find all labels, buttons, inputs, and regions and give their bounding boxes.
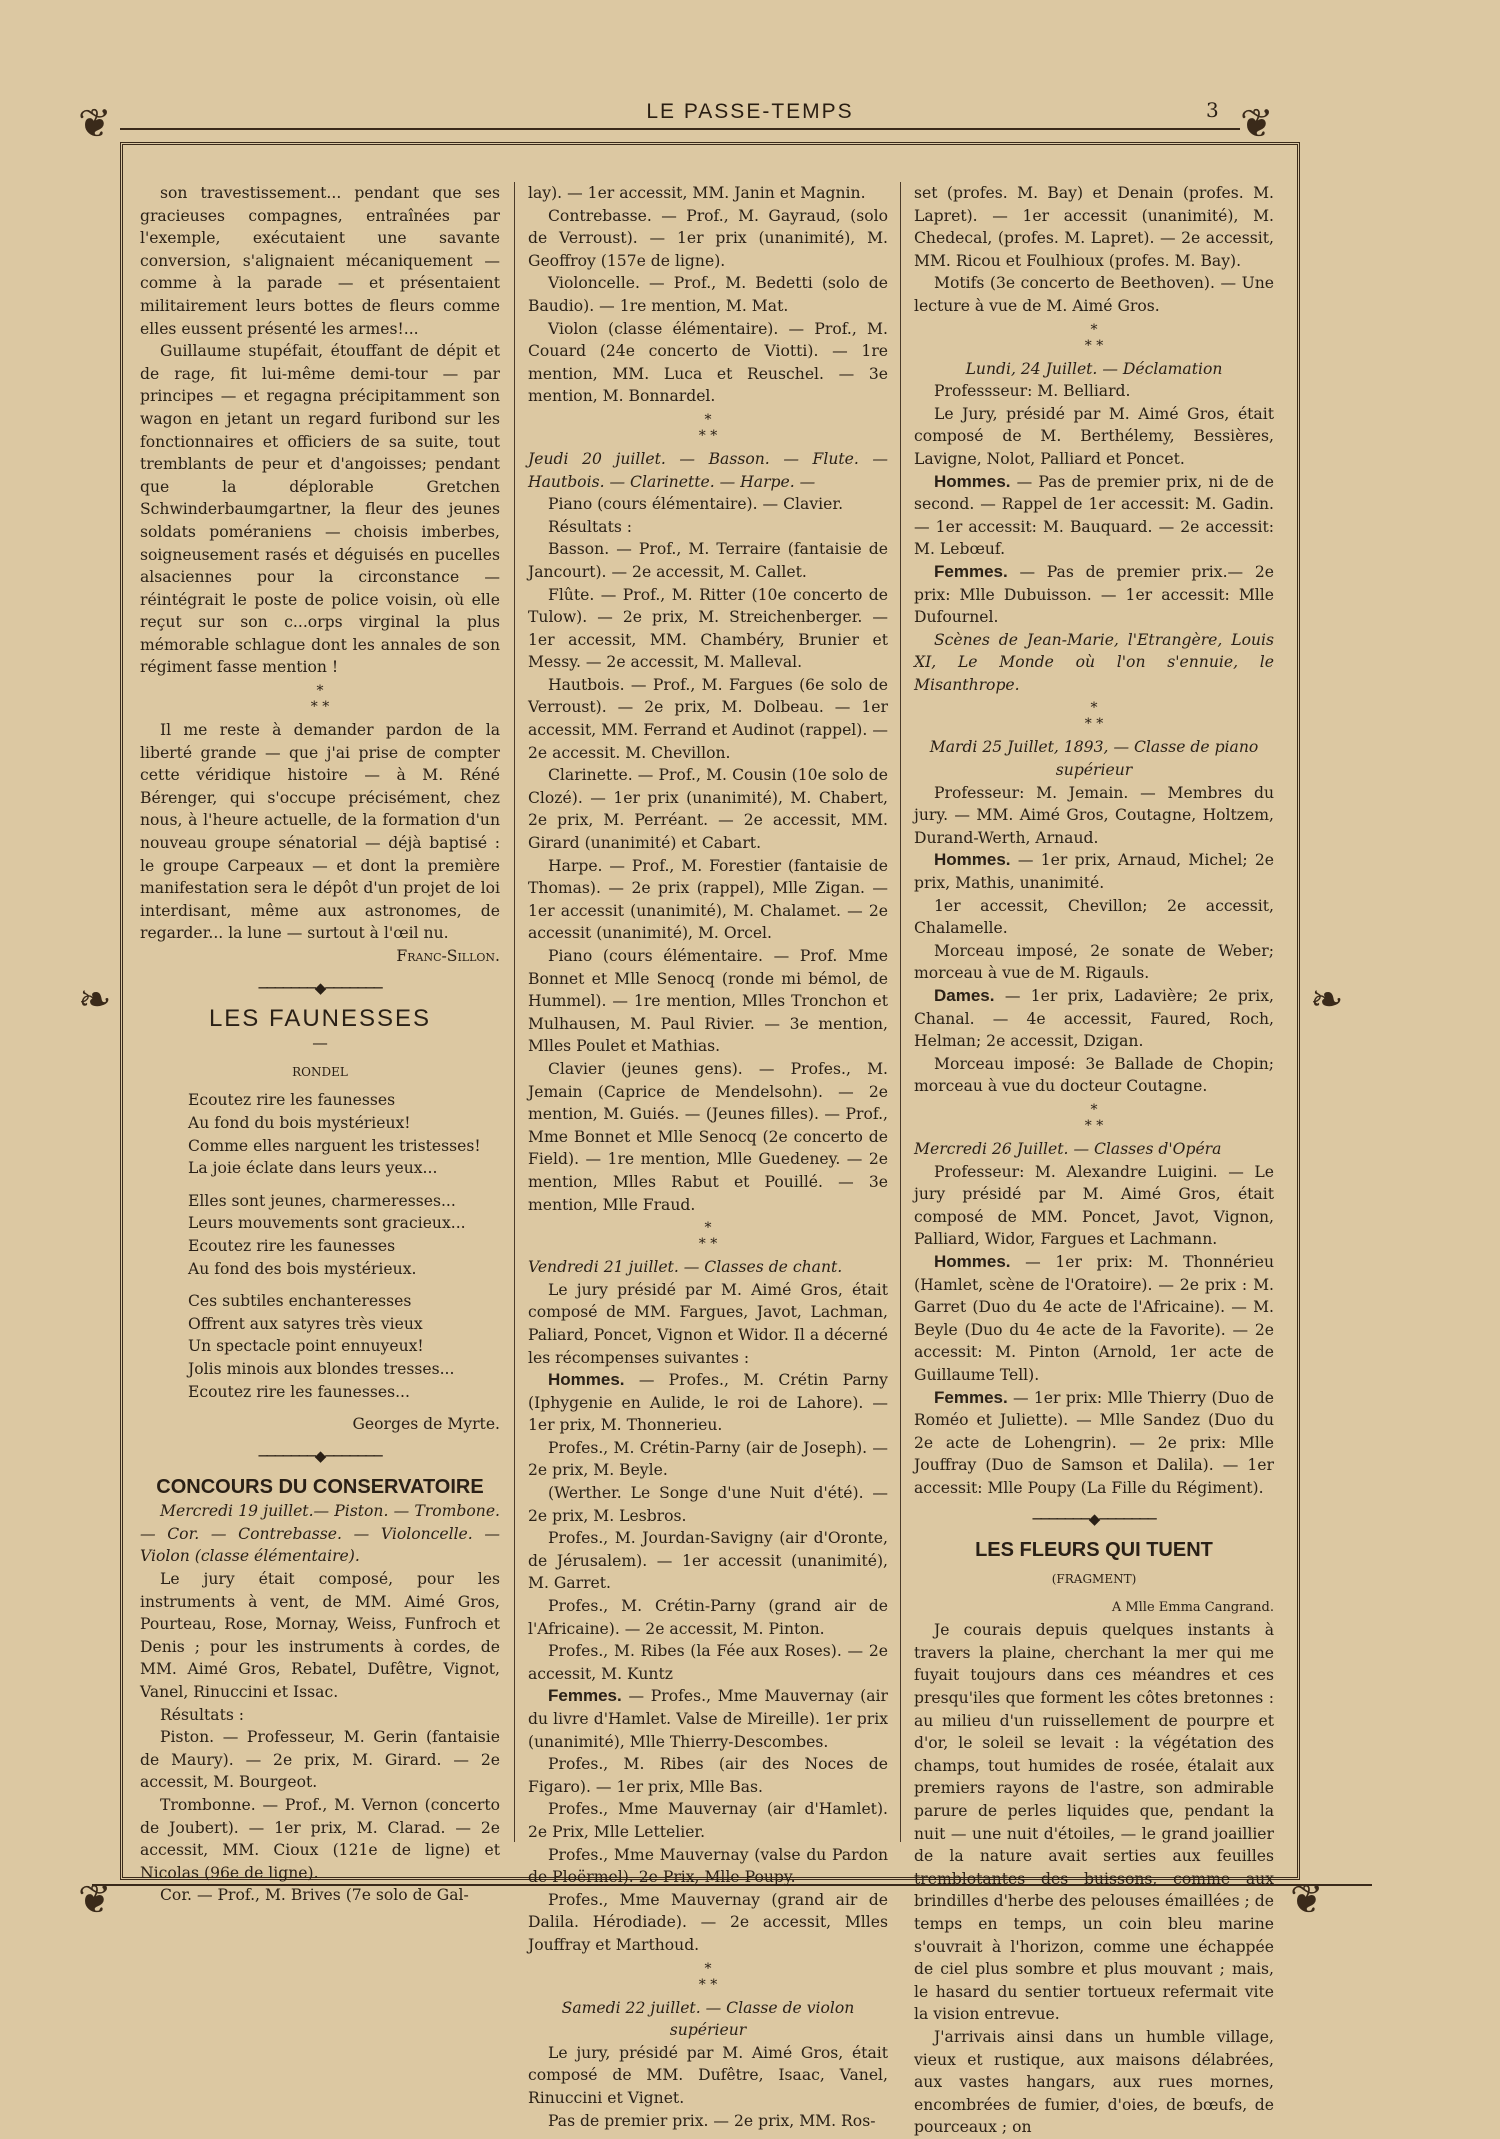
paragraph: Le jury était composé, pour les instruments à vent, de MM. Aimé Gros, Pourteau, Rose, Mornay, Weiss, Funfroch et Denis ; pour les instruments à cordes, de MM. Aimé Gros, Rebatel, Dufêtre, Vignot, Vanel, Rinuccini et Issac.: [140, 1570, 500, 1702]
paragraph: Profes., Mme Mauvernay (air d'Hamlet). 2e Prix, Mlle Lettelier.: [528, 1800, 888, 1841]
paragraph: Cor. — Prof., M. Brives (7e solo de Gal-: [160, 1886, 469, 1905]
stanza: [188, 1290, 500, 1403]
paragraph: set (profes. M. Bay) et Denain (profes. M. Lapret). — 1er accessit (unanimité), M. Chedecal, (profes. M. Lapret). — 2e accessit, MM. Ricou et Foulhioux (profes. M. Bay).: [914, 184, 1274, 270]
paragraph: lay). — 1er accessit, MM. Janin et Magnin.: [528, 184, 866, 202]
paragraph: 1er accessit, Chevillon; 2e accessit, Chalamelle.: [914, 896, 1274, 938]
asterism-icon: * * *: [1084, 321, 1104, 354]
poem: [188, 1089, 500, 1403]
paragraph-text: — 1er prix: M. Thonnérieu (Hamlet, scène de l'Oratoire). — 2e prix : M. Garret (Duo du 4e acte de l'Africaine). — M. Beyle (Duo du 4e acte de la Favorite). — 2e accessit: M. Pinton (Arnold, 1er acte de Guillaume Tell).: [914, 1252, 1274, 1384]
ornament-top-right-icon: ❦: [1240, 101, 1274, 147]
paragraph: [914, 985, 1274, 1053]
category-label: Hommes.: [934, 471, 1011, 491]
paragraph: Profes., M. Jourdan-Savigny (air d'Oronte, de Jérusalem). — 1er accessit (unanimité), M. Garret.: [528, 1529, 888, 1593]
stanza: [188, 1089, 500, 1179]
paragraph: Violoncelle. — Prof., M. Bedetti (solo de Baudio). — 1re mention, M. Mat.: [528, 274, 888, 315]
page-number: 3: [1206, 98, 1219, 122]
verse: Comme elles narguent les tristesses!: [188, 1136, 481, 1155]
paragraph: Trombonne. — Prof., M. Vernon (concerto de Joubert). — 1er prix, M. Clarad. — 2e accessit, MM. Cioux (121e de ligne) et Nicolas (96e de ligne).: [140, 1796, 500, 1882]
article-subtitle: (FRAGMENT): [1051, 1572, 1137, 1587]
category-label: Femmes.: [548, 1686, 622, 1706]
article-title: LES FLEURS QUI TUENT: [975, 1539, 1213, 1562]
verse: Leurs mouvements sont gracieux...: [188, 1214, 466, 1233]
paragraph: Pas de premier prix. — 2e prix, MM. Ros-: [548, 2111, 876, 2130]
verse: Ecoutez rire les faunesses: [188, 1236, 396, 1255]
paragraph: Profes., Mme Mauvernay (grand air de Dalila. Hérodiade). — 2e accessit, Mlles Jouffray et Marthoud.: [528, 1890, 888, 1954]
paragraph: Résultats :: [548, 517, 633, 536]
asterism-icon: * * *: [1084, 1101, 1104, 1134]
ornament-right-mid-icon: ❧: [1310, 977, 1344, 1023]
paragraph: Vendredi 21 juillet. — Classes de chant.: [528, 1258, 843, 1277]
paragraph-text: — Pas de premier prix, ni de de second. — Rappel de 1er accessit: M. Gadin. — 1er accessit: M. Bauquard. — 2e accessit: M. Lebœuf.: [914, 472, 1274, 559]
category-label: Hommes.: [934, 850, 1011, 870]
column-2: [528, 182, 889, 2130]
paragraph: Hautbois. — Prof., M. Fargues (6e solo de Verroust). — 2e prix, M. Dolbeau. — 1er accessit, MM. Ferrand et Audinot (rappel). — 2e accessit. M. Chevillon.: [528, 675, 888, 762]
separator-icon: ───────◆───────: [258, 978, 382, 997]
paragraph: Le Jury, présidé par M. Aimé Gros, était composé de M. Berthélemy, Bessières, Lavigne, Nolot, Palliard et Poncet.: [914, 404, 1274, 468]
asterism-icon: * * *: [698, 1960, 718, 1993]
paragraph-text: — 1er prix, Ladavière; 2e prix, Chanal. — 4e accessit, Faured, Roch, Helman; 2e accessit, Dzigan.: [914, 987, 1274, 1051]
paragraph: Professeur: M. Alexandre Luigini. — Le jury présidé par M. Aimé Gros, était composé de MM. Poncet, Javot, Vignon, Palliard, Widor, Fargues et Lachmann.: [914, 1162, 1274, 1249]
dedication: A Mlle Emma Cangrand.: [1111, 1599, 1274, 1615]
paragraph: [914, 561, 1274, 629]
paragraph: [914, 849, 1274, 894]
paragraph: Résultats :: [160, 1705, 245, 1724]
paragraph: [914, 1387, 1274, 1500]
verse: Jolis minois aux blondes tresses...: [188, 1359, 455, 1378]
paragraph: Morceau imposé, 2e sonate de Weber; morceau à vue de M. Rigauls.: [914, 941, 1274, 983]
paragraph: Clarinette. — Prof., M. Cousin (10e solo de Clozé). — 1er prix (unanimité), M. Chabert, 2e prix, M. Perréant. — 2e accessit, MM. Girard (unanimité) et Cabart.: [528, 766, 888, 853]
paragraph: Le jury présidé par M. Aimé Gros, était composé de MM. Fargues, Javot, Lachman, Paliard, Poncet, Vignon et Widor. Il a décerné les récompenses suivantes :: [528, 1280, 889, 1367]
category-label: Femmes.: [934, 561, 1008, 581]
paragraph: J'arrivais ainsi dans un humble village, vieux et rustique, aux maisons délabrées, aux vastes hangars, aux rues mornes, encombrées de fumier, d'oies, de bœufs, de pourceaux ; on: [914, 2027, 1274, 2137]
paragraph: Je courais depuis quelques instants à travers la plaine, cherchant la mer qui me fuyait toujours dans ces méandres et ces presqu'iles que forment les côtes bretonnes : au milieu d'un ruissellement de pourpre et d'or, le soleil se levait : la végétation des champs, tout humides de rosée, étalait aux premiers rayons de l'astre, son admirable parure de perles liquides que, pendant la nuit — une nuit d'étoiles, — le grand joaillier de la nature avait serties aux feuilles tremblotantes des buissons, comme aux brindilles d'herbe des pelouses émaillées ; de temps en temps, un coin bleu marine s'ouvrait à l'horizon, comme une échappée de ciel plus sombre et plus mouvant ; mais, le hasard du sentier tortueux refermait vite la vision entrevue.: [914, 1621, 1274, 2024]
poem-author: Georges de Myrte.: [352, 1415, 500, 1434]
asterism-icon: * * *: [310, 683, 330, 716]
stanza: [188, 1190, 500, 1280]
asterism-icon: * * *: [698, 411, 718, 444]
paragraph: Profes., M. Ribes (air des Noces de Figaro). — 1er prix, Mlle Bas.: [528, 1755, 888, 1796]
poem-title: LES FAUNESSES: [208, 1004, 432, 1032]
ornament-bottom-left-icon: ❦: [78, 1877, 112, 1923]
paragraph: Piston. — Professeur, M. Gerin (fantaisie de Maury). — 2e prix, M. Girard. — 2e accessit, M. Bourgeot.: [140, 1728, 500, 1792]
separator-icon: ───────◆───────: [1032, 1510, 1156, 1529]
paragraph: Profes., M. Crétin-Parny (air de Joseph). — 2e prix, M. Beyle.: [528, 1438, 888, 1480]
paragraph: [528, 1685, 888, 1753]
signature: Franc-Sillon.: [396, 947, 500, 965]
paragraph: Contrebasse. — Prof., M. Gayraud, (solo de Verroust). — 1er prix (unanimité), M. Geoffroy (157e de ligne).: [528, 206, 888, 270]
paragraph-text: — 1er prix, Arnaud, Michel; 2e prix, Mathis, unanimité.: [914, 851, 1274, 893]
paragraph: Piano (cours élémentaire). — Clavier.: [548, 495, 844, 514]
paragraph: [914, 471, 1274, 561]
paragraph: Flûte. — Prof., M. Ritter (10e concerto de Tulow). — 2e prix, M. Streichenberger. — 1er accessit, MM. Chambéry, Brunier et Messy. — 2e accessit, M. Malleval.: [528, 585, 888, 672]
paragraph: [528, 1369, 888, 1437]
paragraph: [914, 1251, 1274, 1387]
paragraph-text: — Profes., Mme Mauvernay (air du livre d'Hamlet. Valse de Mireille). 1er prix (unanimité), Mlle Thierry-Descombes.: [528, 1687, 888, 1751]
ornament-left-mid-icon: ❧: [78, 977, 112, 1023]
paragraph: son travestissement... pendant que ses gracieuses compagnes, entraînées par l'exemple, exécutaient une savante conversion, s'alignaient mécaniquement — comme à la parade — et présentaient militairement leurs bottes de fleurs comme elles eussent présenté les armes!...: [140, 184, 500, 338]
paragraph: Guillaume stupéfait, étouffant de dépit et de rage, fit lui-même demi-tour — par principes — et regagna précipitamment son wagon en jetant un regard furibond sur les fonctionnaires et officiers de sa suite, tout tremblants de peur et d'angoisses; pendant que la déplorable Gretchen Schwinderbaumgartner, la fleur des jeunes soldats poméraniens — choisis imberbes, soigneusement rasés et déguisés en pucelles alsaciennes pour la circonstance — réintégrait le poste de police voisin, où elle reçut sur son c...orps virginal la plus mémorable schlague dont les annales de son régiment fasse mention !: [140, 342, 500, 677]
verse: Offrent aux satyres très vieux: [188, 1314, 423, 1333]
category-label: Hommes.: [934, 1251, 1011, 1271]
verse: Ecoutez rire les faunesses: [188, 1091, 396, 1110]
separator-icon: ───────◆───────: [258, 1446, 382, 1465]
paragraph: Mercredi 19 juillet.— Piston. — Trombone. — Cor. — Contrebasse. — Violoncelle. — Violon (classe élémentaire).: [140, 1502, 500, 1566]
category-label: Hommes.: [548, 1370, 625, 1390]
paragraph: Jeudi 20 juillet. — Basson. — Flute. — Hautbois. — Clarinette. — Harpe. —: [528, 449, 888, 491]
asterism-icon: * * *: [1084, 700, 1104, 733]
verse: Ces subtiles enchanteresses: [188, 1292, 412, 1311]
column-divider: [514, 182, 515, 1842]
paragraph: Samedi 22 juillet. — Classe de violon supérieur: [561, 1998, 855, 2040]
paragraph: Piano (cours élémentaire. — Prof. Mme Bonnet et Mlle Senocq (ronde mi bémol, de Hummel). — 1re mention, Mlles Tronchon et Mulhausen, M. Paul Rivier. — 3e mention, Mlles Poulet et Mathias.: [528, 947, 888, 1056]
poem-subtitle: RONDEL: [292, 1064, 348, 1079]
paragraph: Harpe. — Prof., M. Forestier (fantaisie de Thomas). — 2e prix (rappel), Mlle Zigan. — 1er accessit (unanimité), M. Chalamet. — 2e accessit (unanimité), M. Orcel.: [528, 856, 888, 943]
paragraph: Scènes de Jean-Marie, l'Etrangère, Louis XI, Le Monde où l'on s'ennuie, le Misanthrope.: [914, 630, 1274, 694]
verse: La joie éclate dans leurs yeux...: [188, 1159, 438, 1178]
paragraph: Il me reste à demander pardon de la liberté grande — que j'ai prise de compter cette véridique histoire — à M. Réné Bérenger, qui s'occupe précisément, chez nous, à l'heure actuelle, de la formation d'un nouveau groupe sénatorial — déjà baptisé : le groupe Carpeaux — et dont la première manifestation sera le dépôt d'un projet de loi interdisant, même aux astronomes, de regarder... la lune — surtout à l'œil nu.: [140, 721, 500, 943]
paragraph: Le jury, présidé par M. Aimé Gros, était composé de MM. Dufêtre, Isaac, Vanel, Rinuccini et Vignet.: [528, 2043, 888, 2107]
category-label: Dames.: [934, 986, 995, 1005]
paragraph: Basson. — Prof., M. Terraire (fantaisie de Jancourt). — 2e accessit, M. Callet.: [528, 540, 888, 581]
paragraph: Professeur: M. Jemain. — Membres du jury. — MM. Aimé Gros, Coutagne, Holtzem, Durand-Werth, Arnaud.: [914, 783, 1274, 847]
verse: Elles sont jeunes, charmeresses...: [188, 1191, 456, 1210]
paragraph: Profes., M. Crétin-Parny (grand air de l'Africaine). — 2e accessit, M. Pinton.: [528, 1597, 888, 1638]
paragraph: Clavier (jeunes gens). — Profes., M. Jemain (Caprice de Mendelsohn). — 2e mention, M. Guiés. — (Jeunes filles). — Prof., Mme Bonnet et Mlle Senocq (2e concerto de Field). — 1re mention, Mlle Guedeney. — 2e mention, Mlles Rabut et Pouillé. — 3e mention, Mlle Fraud.: [528, 1059, 888, 1214]
section-title: CONCOURS DU CONSERVATOIRE: [156, 1475, 484, 1498]
column-3: [914, 182, 1274, 2137]
paragraph: Morceau imposé: 3e Ballade de Chopin; morceau à vue du docteur Coutagne.: [914, 1054, 1274, 1096]
title-dash: —: [312, 1034, 328, 1053]
column-divider: [900, 182, 901, 1842]
verse: Au fond des bois mystérieux.: [188, 1259, 417, 1278]
paragraph-text: — Profes., M. Crétin Parny (Iphygenie en Aulide, le roi de Lahore). — 1er prix, M. Thonnerieu.: [528, 1371, 888, 1435]
header-rule: [120, 128, 1240, 130]
page-header: [0, 96, 1500, 136]
paragraph: Profes., M. Ribes (la Fée aux Roses). — 2e accessit, M. Kuntz: [528, 1642, 888, 1683]
paragraph-text: — 1er prix: Mlle Thierry (Duo de Roméo et Juliette). — Mlle Sandez (Duo du 2e acte de Lohengrin). — 2e prix: Mlle Jouffray (Duo de Samson et Dalila). — 1er accessit: Mlle Poupy (La Fille du Régiment).: [914, 1388, 1274, 1497]
ornament-top-left-icon: ❦: [78, 101, 112, 147]
paragraph-text: — Pas de premier prix.— 2e prix: Mlle Dubuisson. — 1er accessit: Mlle Dufournel.: [914, 562, 1274, 627]
newspaper-title: LE PASSE-TEMPS: [646, 100, 854, 123]
column-1: [140, 182, 500, 1905]
paragraph: Mardi 25 Juillet, 1893, — Classe de piano supérieur: [929, 738, 1259, 780]
paragraph: Mercredi 26 Juillet. — Classes d'Opéra: [914, 1139, 1222, 1158]
paragraph: (Werther. Le Songe d'une Nuit d'été). — 2e prix, M. Lesbros.: [528, 1484, 888, 1525]
verse: Au fond du bois mystérieux!: [188, 1113, 411, 1132]
verse: Ecoutez rire les faunesses...: [188, 1382, 410, 1401]
asterism-icon: * * *: [698, 1220, 718, 1253]
paragraph: Professseur: M. Belliard.: [934, 382, 1131, 401]
ornament-bottom-right-icon: ❦: [1290, 1877, 1324, 1923]
paragraph: Profes., Mme Mauvernay (valse du Pardon de Ploërmel). 2e Prix, Mlle Poupy.: [528, 1845, 888, 1887]
category-label: Femmes.: [934, 1387, 1008, 1407]
paragraph: Lundi, 24 Juillet. — Déclamation: [965, 359, 1223, 378]
paragraph: Violon (classe élémentaire). — Prof., M. Couard (24e concerto de Viotti). — 1re mention, MM. Luca et Reuschel. — 3e mention, M. Bonnardel.: [528, 319, 888, 406]
verse: Un spectacle point ennuyeux!: [188, 1337, 424, 1356]
paragraph: Motifs (3e concerto de Beethoven). — Une lecture à vue de M. Aimé Gros.: [914, 274, 1274, 315]
